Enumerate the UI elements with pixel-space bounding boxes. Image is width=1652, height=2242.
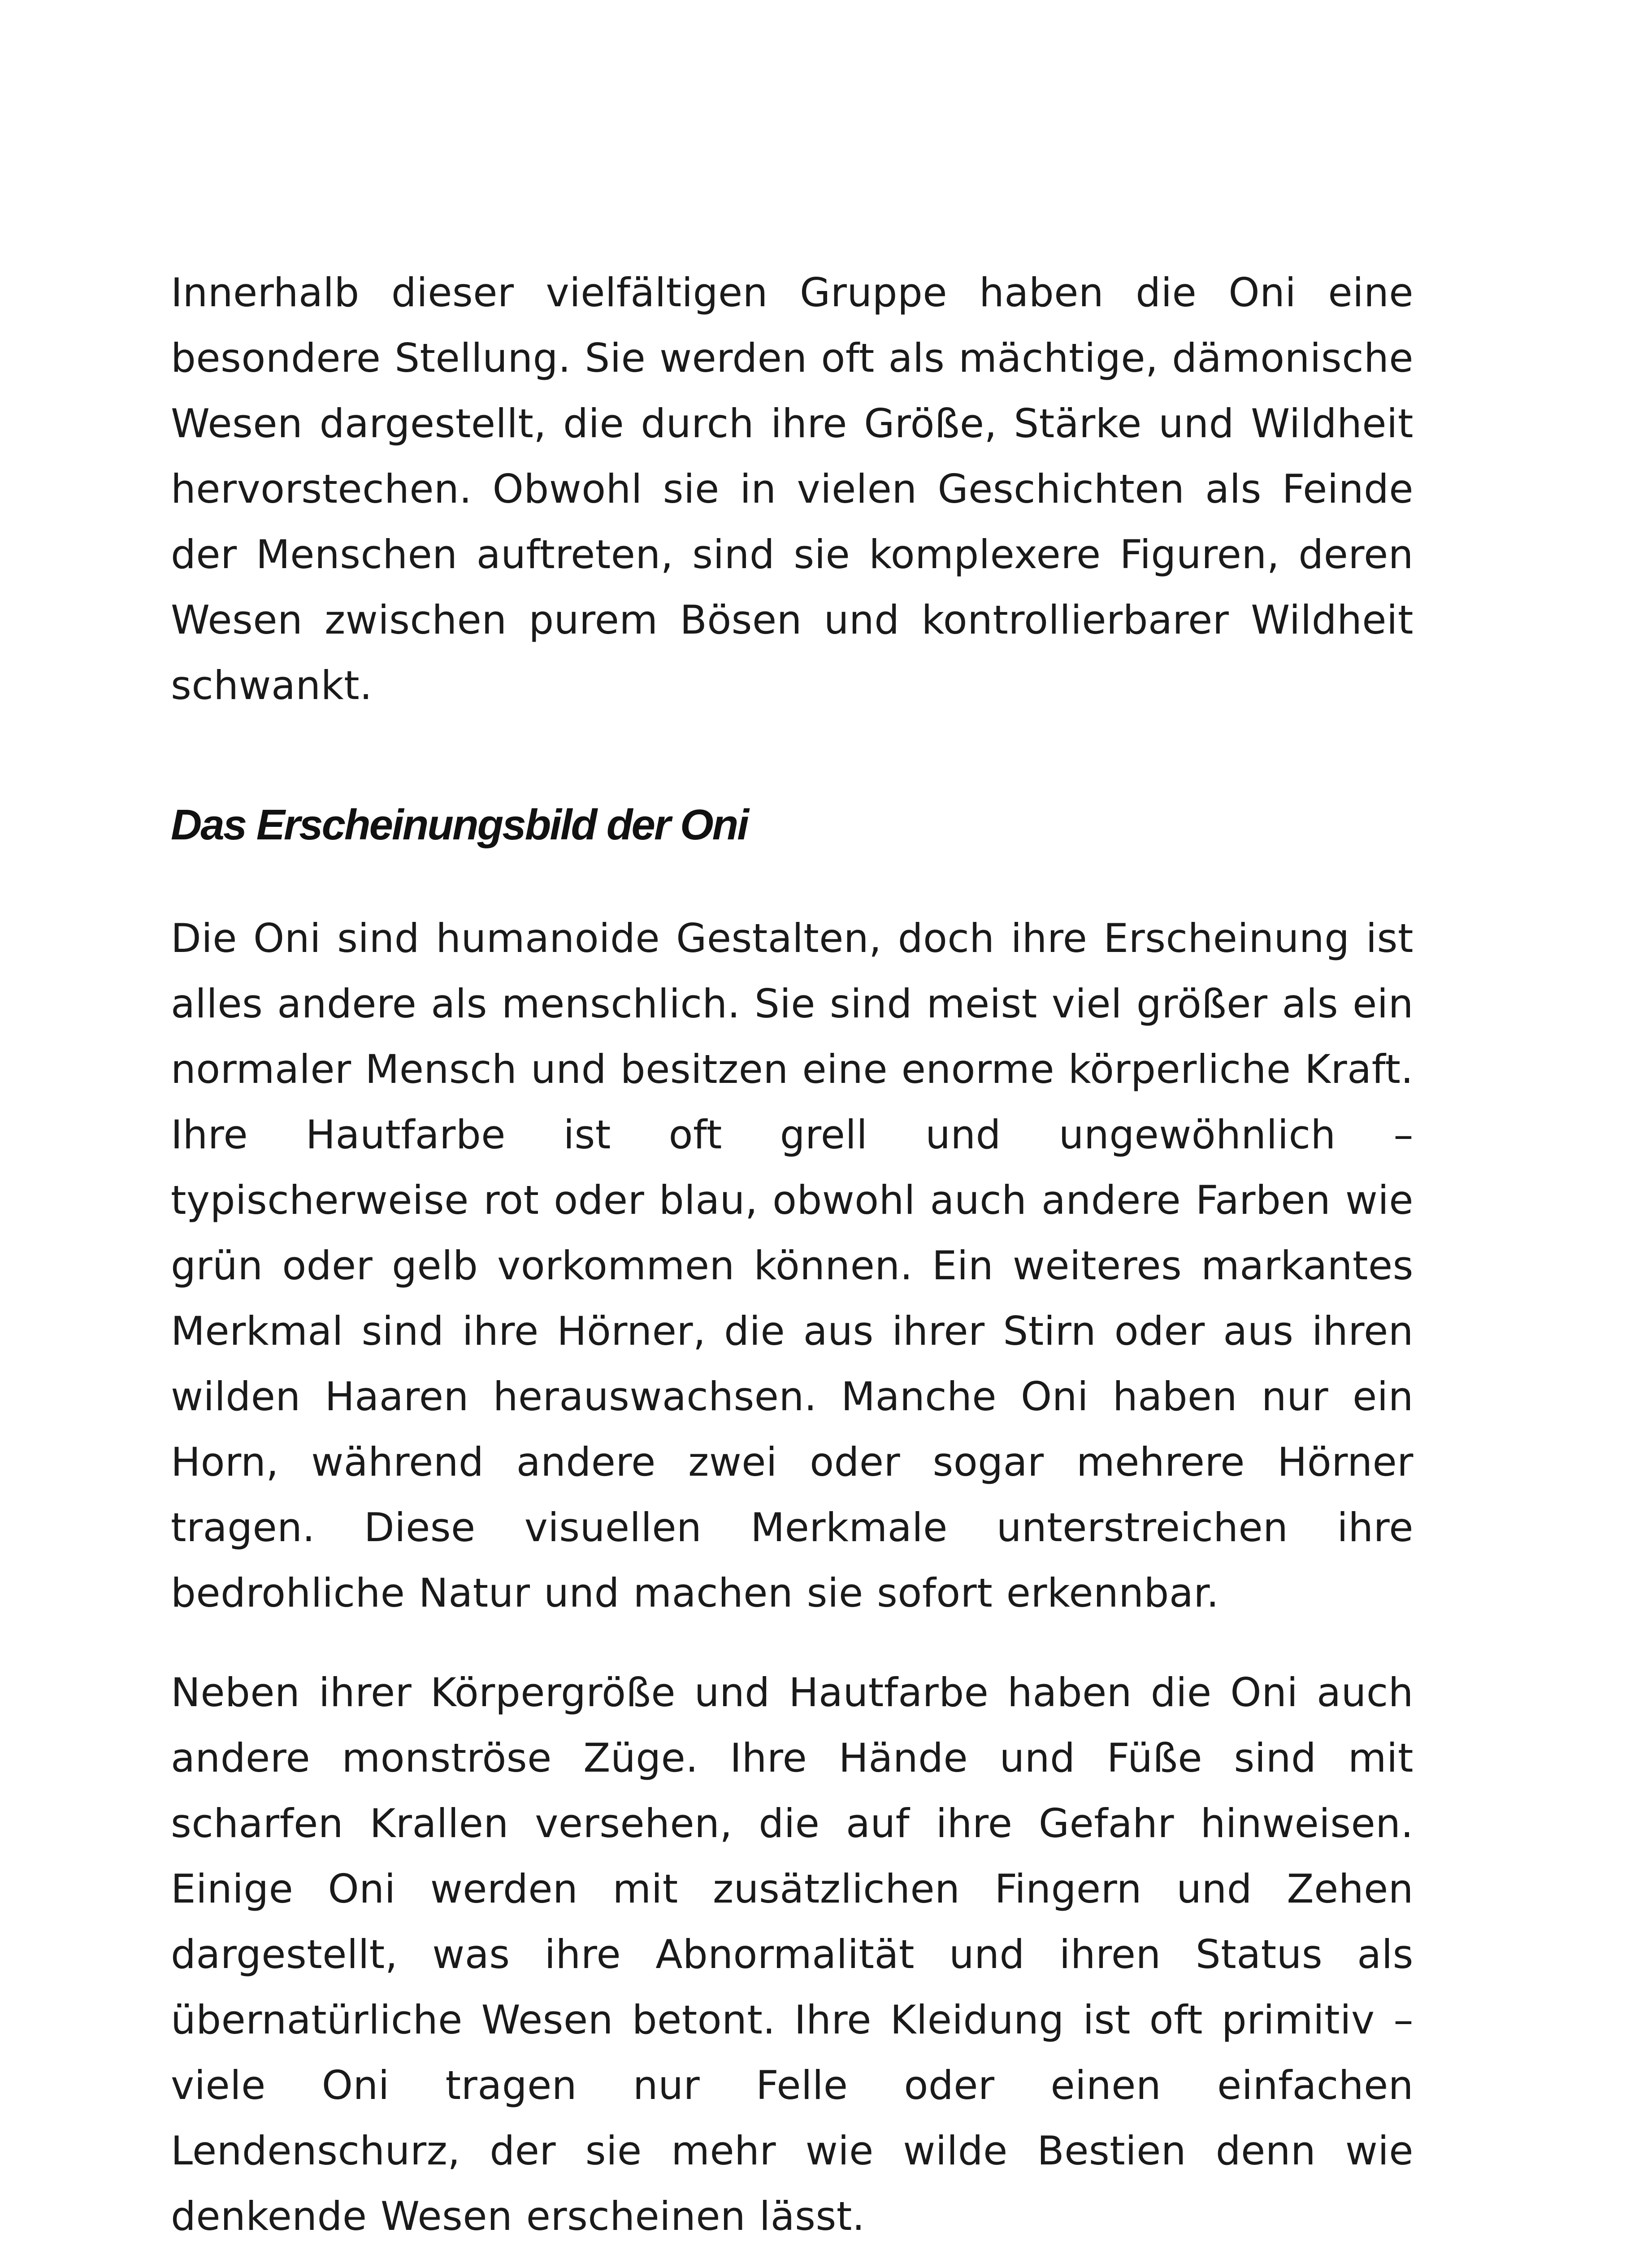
section-heading: Das Erscheinungsbild der Oni [171, 801, 748, 849]
paragraph-intro: Innerhalb dieser vielfältigen Gruppe haben die Oni eine besondere Stellung. Sie werden oft als mächtige, dämonische Wesen dargestellt, die durch ihre Größe, Stärke und Wildheit hervorstechen. Obwohl sie in vielen Geschichten als Feinde der Menschen auftreten, sind sie komplexere Figuren, deren Wesen zwischen purem Bösen und kontrollierbarer Wildheit schwankt. [171, 269, 1414, 708]
page-content [171, 260, 1414, 2242]
paragraph-appearance: Die Oni sind humanoide Gestalten, doch ihre Erscheinung ist alles andere als menschlich. Sie sind meist viel größer als ein normaler Mensch und besitzen eine enorme körperliche Kraft. Ihre Hautfarbe ist oft grell und ungewöhnlich – typischerweise rot oder blau, obwohl auch andere Farben wie grün oder gelb vorkommen können. Ein weiteres markantes Merkmal sind ihre Hörner, die aus ihrer Stirn oder aus ihren wilden Haaren herauswachsen. Manche Oni haben nur ein Horn, während andere zwei oder sogar mehrere Hörner tragen. Diese visuellen Merkmale unterstreichen ihre bedrohliche Natur und machen sie sofort erkennbar. [171, 915, 1414, 1616]
paragraph-features: Neben ihrer Körpergröße und Hautfarbe haben die Oni auch andere monströse Züge. Ihre Hände und Füße sind mit scharfen Krallen versehen, die auf ihre Gefahr hinweisen. Einige Oni werden mit zusätzlichen Fingern und Zehen dargestellt, was ihre Abnormalität und ihren Status als übernatürliche Wesen betont. Ihre Kleidung ist oft primitiv – viele Oni tragen nur Felle oder einen einfachen Lendenschurz, der sie mehr wie wilde Bestien denn wie denkende Wesen erscheinen lässt. [171, 1669, 1414, 2239]
